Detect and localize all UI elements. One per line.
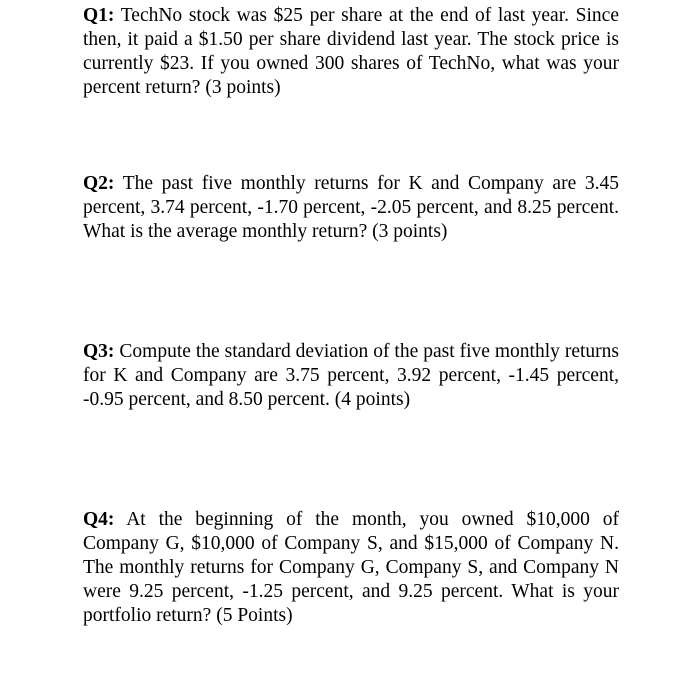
question-3-text: Compute the standard deviation of the past five monthly returns for K and Company are 3.75 percent, 3.92 percent, -1.45 percent, -0.95 percent, and 8.50 percent. (4 points) bbox=[83, 341, 619, 410]
question-4-text: At the beginning of the month, you owned $10,000 of Company G, $10,000 of Company S, and $15,000 of Company N. The monthly returns for Company G, Company S, and Company N were 9.25 percent, -1.25 percent, and 9.25 percent. What is your portfolio return? (5 Points) bbox=[83, 509, 619, 626]
question-4 bbox=[83, 508, 619, 628]
question-1-text: TechNo stock was $25 per share at the end of last year. Since then, it paid a $1.50 per share dividend last year. The stock price is currently $23. If you owned 300 shares of TechNo, what was your percent return? (3 points) bbox=[83, 5, 619, 98]
question-2 bbox=[83, 172, 619, 244]
question-3 bbox=[83, 340, 619, 412]
question-4-label: Q4: bbox=[83, 509, 115, 530]
question-1 bbox=[83, 4, 619, 100]
question-2-text: The past five monthly returns for K and Company are 3.45 percent, 3.74 percent, -1.70 percent, -2.05 percent, and 8.25 percent. What is the average monthly return? (3 points) bbox=[83, 173, 619, 242]
question-3-label: Q3: bbox=[83, 341, 115, 362]
question-2-label: Q2: bbox=[83, 173, 115, 194]
question-1-label: Q1: bbox=[83, 5, 115, 26]
